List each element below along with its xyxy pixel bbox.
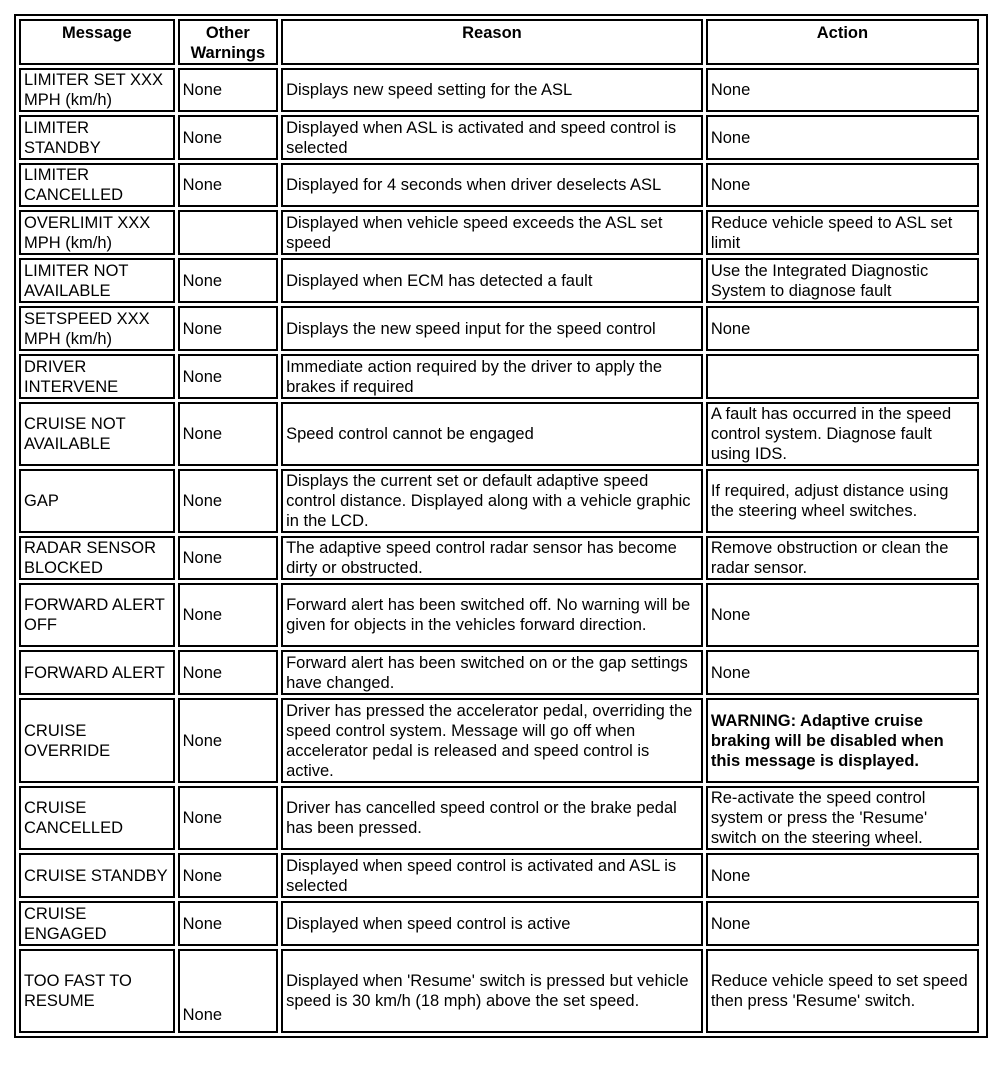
- message-cell: TOO FAST TO RESUME: [19, 949, 175, 1033]
- action-cell: A fault has occurred in the speed control system. Diagnose fault using IDS.: [706, 402, 979, 466]
- message-cell: CRUISE STANDBY: [19, 853, 175, 898]
- other-warnings-cell: None: [178, 115, 278, 160]
- table-row: [19, 698, 979, 783]
- message-cell: LIMITER CANCELLED: [19, 163, 175, 207]
- table-row: [19, 469, 979, 533]
- other-warnings-cell: None: [178, 536, 278, 580]
- other-warnings-cell: None: [178, 354, 278, 399]
- reason-cell: Displayed when 'Resume' switch is pressed but vehicle speed is 30 km/h (18 mph) above the set speed.: [281, 949, 703, 1033]
- message-cell: CRUISE OVERRIDE: [19, 698, 175, 783]
- message-cell: CRUISE NOT AVAILABLE: [19, 402, 175, 466]
- message-cell: SETSPEED XXX MPH (km/h): [19, 306, 175, 351]
- table-row: [19, 650, 979, 695]
- reason-cell: Displays the current set or default adaptive speed control distance. Displayed along with a vehicle graphic in the LCD.: [281, 469, 703, 533]
- other-warnings-cell: [178, 210, 278, 255]
- header-other-warnings: Other Warnings: [178, 19, 278, 65]
- message-cell: LIMITER SET XXX MPH (km/h): [19, 68, 175, 112]
- table-row: [19, 115, 979, 160]
- table-row: [19, 210, 979, 255]
- other-warnings-cell: None: [178, 306, 278, 351]
- other-warnings-cell: None: [178, 901, 278, 946]
- table-row: [19, 354, 979, 399]
- other-warnings-cell: None: [178, 949, 278, 1033]
- other-warnings-cell: None: [178, 163, 278, 207]
- other-warnings-cell: None: [178, 258, 278, 303]
- reason-cell: Displayed for 4 seconds when driver deselects ASL: [281, 163, 703, 207]
- other-warnings-cell: None: [178, 402, 278, 466]
- reason-cell: Displayed when ECM has detected a fault: [281, 258, 703, 303]
- header-message: Message: [19, 19, 175, 65]
- action-cell: WARNING: Adaptive cruise braking will be disabled when this message is displayed.: [706, 698, 979, 783]
- action-cell: Re-activate the speed control system or press the 'Resume' switch on the steering wheel.: [706, 786, 979, 850]
- header-reason: Reason: [281, 19, 703, 65]
- action-cell: None: [706, 163, 979, 207]
- message-cell: RADAR SENSOR BLOCKED: [19, 536, 175, 580]
- reason-cell: Driver has cancelled speed control or the brake pedal has been pressed.: [281, 786, 703, 850]
- reason-cell: Forward alert has been switched on or the gap settings have changed.: [281, 650, 703, 695]
- message-cell: FORWARD ALERT: [19, 650, 175, 695]
- reason-cell: Driver has pressed the accelerator pedal, overriding the speed control system. Message will go off when accelerator pedal is released and speed control is active.: [281, 698, 703, 783]
- message-cell: GAP: [19, 469, 175, 533]
- message-cell: CRUISE CANCELLED: [19, 786, 175, 850]
- message-cell: LIMITER STANDBY: [19, 115, 175, 160]
- message-table-frame: [14, 14, 988, 1038]
- table-row: [19, 163, 979, 207]
- other-warnings-cell: None: [178, 583, 278, 647]
- message-cell: DRIVER INTERVENE: [19, 354, 175, 399]
- reason-cell: Displayed when vehicle speed exceeds the ASL set speed: [281, 210, 703, 255]
- message-cell: OVERLIMIT XXX MPH (km/h): [19, 210, 175, 255]
- header-row: [19, 19, 979, 65]
- action-cell: Use the Integrated Diagnostic System to diagnose fault: [706, 258, 979, 303]
- message-cell: CRUISE ENGAGED: [19, 901, 175, 946]
- reason-cell: Displayed when speed control is active: [281, 901, 703, 946]
- action-cell: Remove obstruction or clean the radar sensor.: [706, 536, 979, 580]
- action-cell: None: [706, 306, 979, 351]
- reason-cell: Immediate action required by the driver to apply the brakes if required: [281, 354, 703, 399]
- action-cell: Reduce vehicle speed to set speed then press 'Resume' switch.: [706, 949, 979, 1033]
- table-row: [19, 949, 979, 1033]
- reason-cell: Displays new speed setting for the ASL: [281, 68, 703, 112]
- action-cell: None: [706, 115, 979, 160]
- table-row: [19, 583, 979, 647]
- action-cell: None: [706, 583, 979, 647]
- other-warnings-cell: None: [178, 68, 278, 112]
- message-table: [16, 16, 982, 1036]
- message-cell: FORWARD ALERT OFF: [19, 583, 175, 647]
- table-row: [19, 68, 979, 112]
- other-warnings-cell: None: [178, 469, 278, 533]
- table-row: [19, 402, 979, 466]
- other-warnings-cell: None: [178, 786, 278, 850]
- reason-cell: Displays the new speed input for the speed control: [281, 306, 703, 351]
- reason-cell: Forward alert has been switched off. No warning will be given for objects in the vehicles forward direction.: [281, 583, 703, 647]
- table-row: [19, 258, 979, 303]
- table-body: [19, 68, 979, 1033]
- action-cell: If required, adjust distance using the steering wheel switches.: [706, 469, 979, 533]
- action-cell: None: [706, 68, 979, 112]
- action-cell: None: [706, 650, 979, 695]
- table-row: [19, 306, 979, 351]
- table-row: [19, 901, 979, 946]
- reason-cell: Displayed when ASL is activated and speed control is selected: [281, 115, 703, 160]
- other-warnings-cell: None: [178, 698, 278, 783]
- reason-cell: The adaptive speed control radar sensor has become dirty or obstructed.: [281, 536, 703, 580]
- table-row: [19, 853, 979, 898]
- reason-cell: Speed control cannot be engaged: [281, 402, 703, 466]
- other-warnings-cell: None: [178, 853, 278, 898]
- action-cell: Reduce vehicle speed to ASL set limit: [706, 210, 979, 255]
- other-warnings-cell: None: [178, 650, 278, 695]
- message-cell: LIMITER NOT AVAILABLE: [19, 258, 175, 303]
- table-row: [19, 786, 979, 850]
- reason-cell: Displayed when speed control is activated and ASL is selected: [281, 853, 703, 898]
- header-action: Action: [706, 19, 979, 65]
- table-row: [19, 536, 979, 580]
- action-cell: None: [706, 853, 979, 898]
- action-cell: [706, 354, 979, 399]
- action-cell: None: [706, 901, 979, 946]
